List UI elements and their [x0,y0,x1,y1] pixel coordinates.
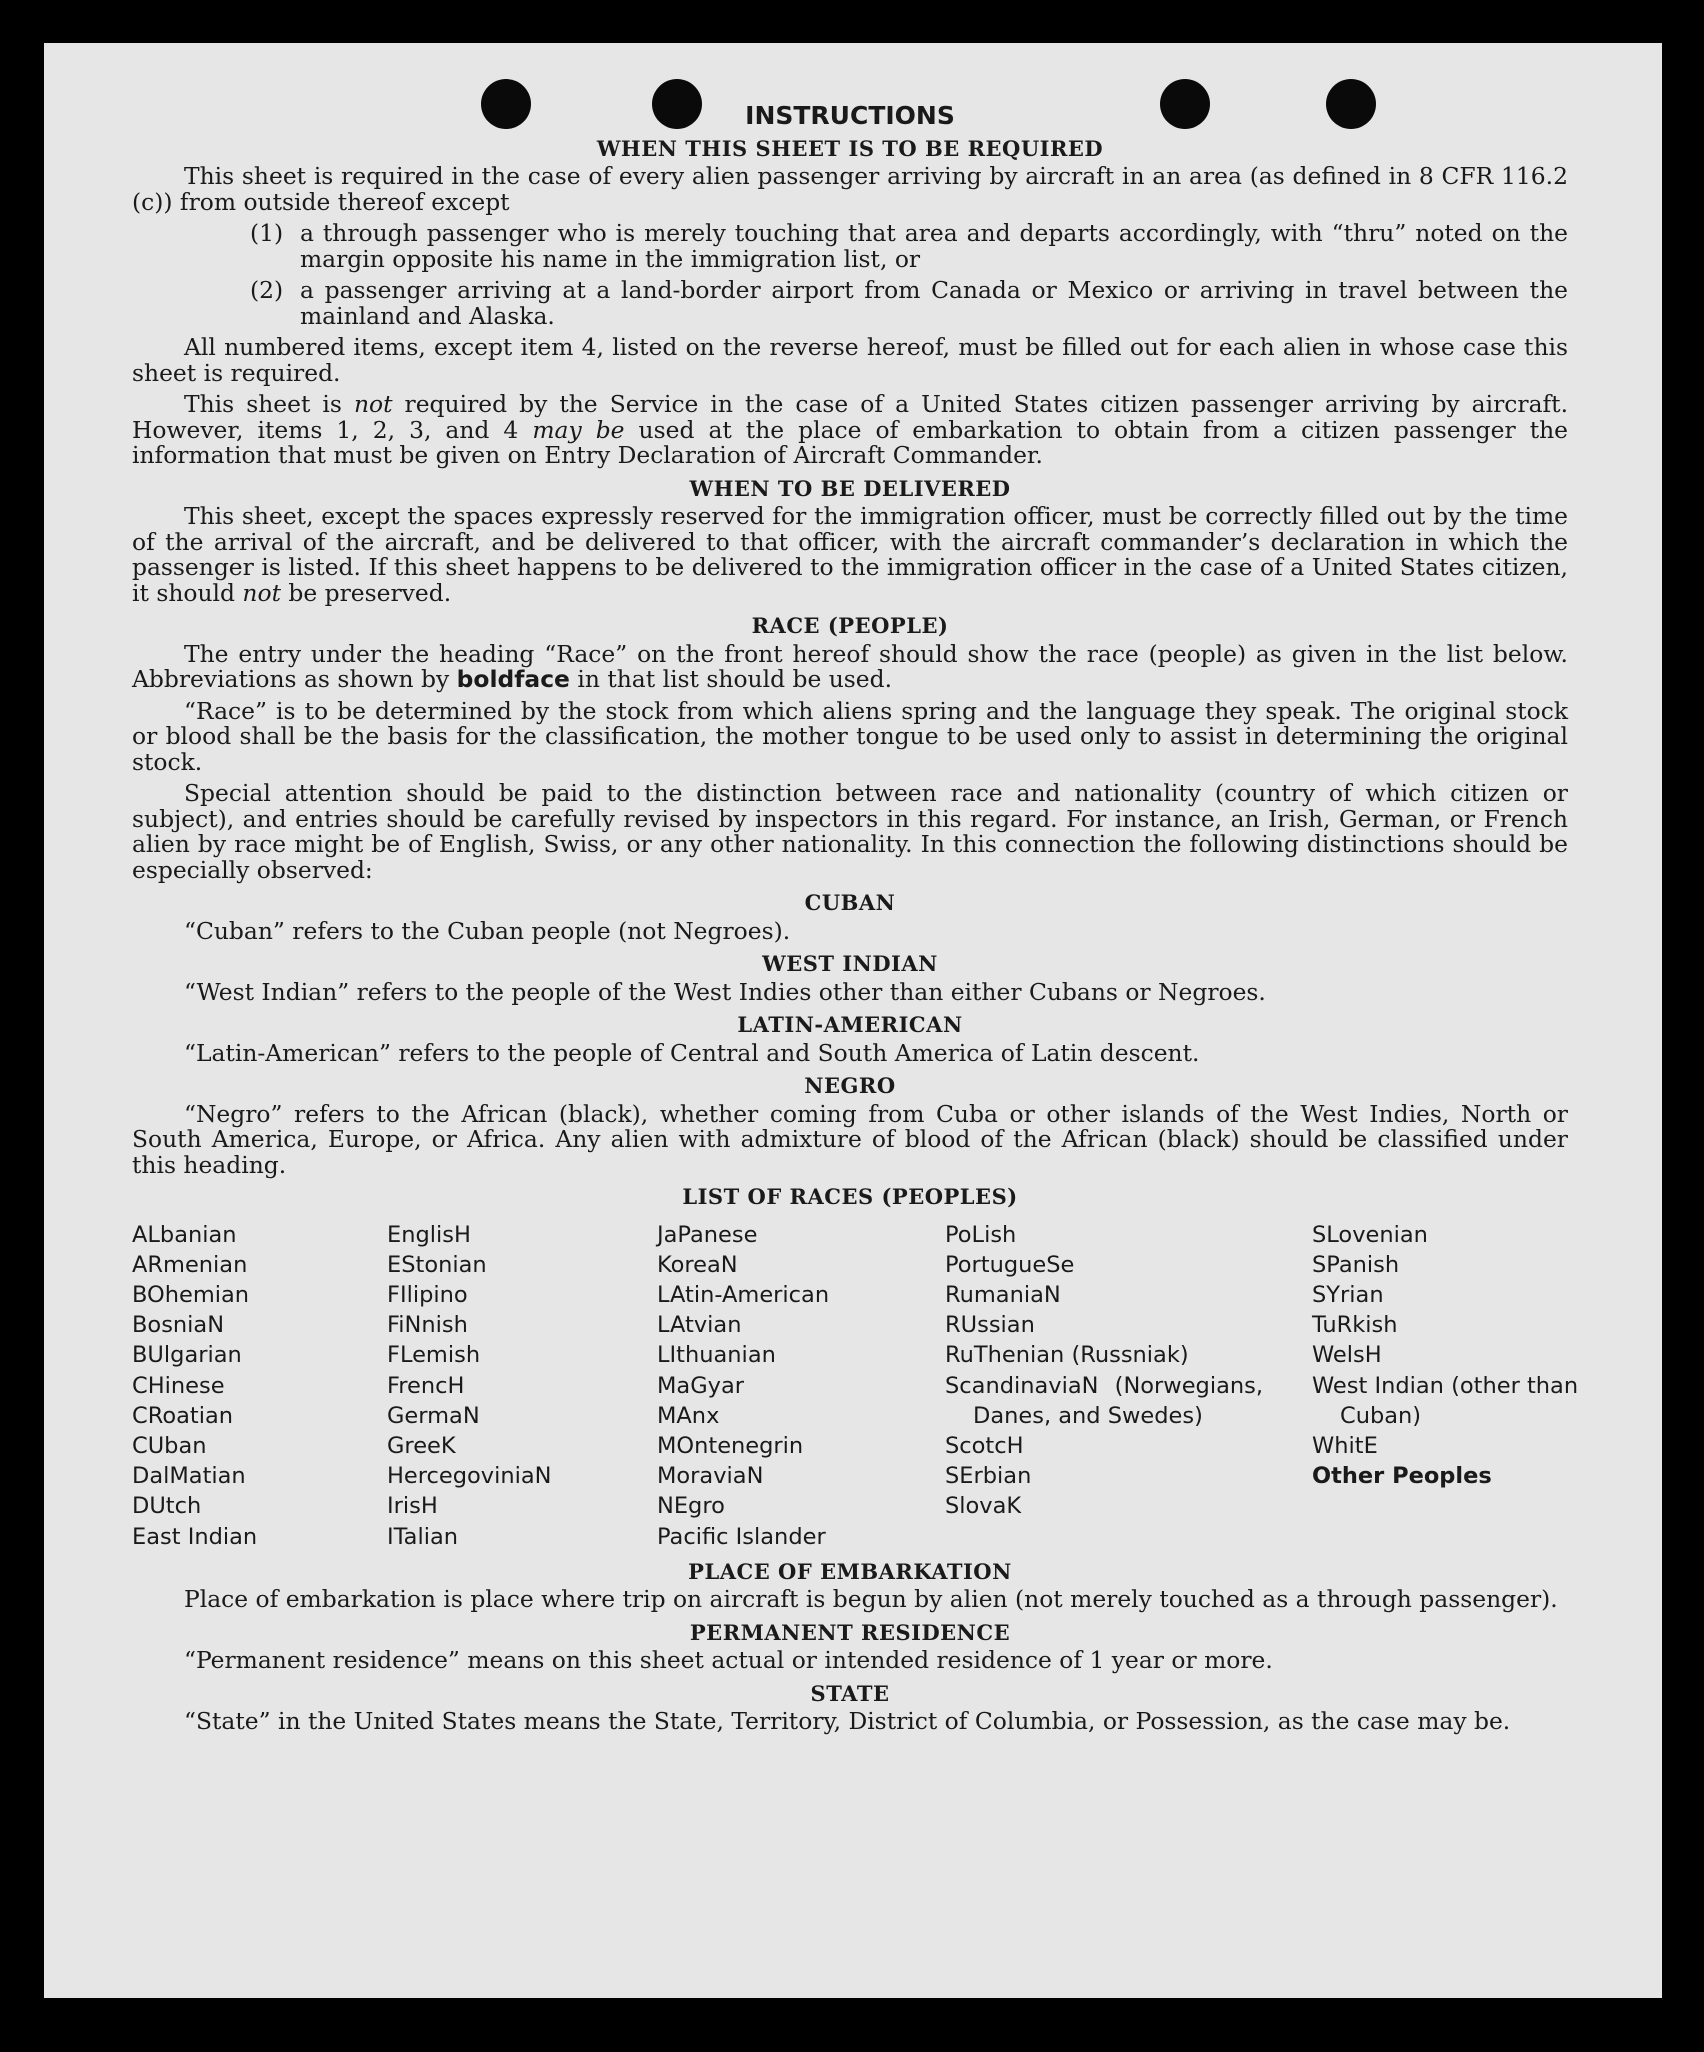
race-item: CRoatian [132,1402,234,1429]
race-item: Other Peoples [1312,1463,1492,1490]
race-item: DalMatian [132,1463,246,1490]
text-run: The entry under the heading “Race” on the front hereof should show the race (people) as given in the list below. Abbreviations as shown by [132,639,1568,693]
section-heading: WHEN TO BE DELIVERED [689,475,1011,501]
paragraph [132,639,1568,693]
emphasis: not [242,578,281,607]
race-item: MOntenegrin [657,1432,804,1459]
races-column [387,1220,657,1552]
definition-text: “Cuban” refers to the Cuban people (not Negroes). [184,916,791,945]
item-number: (1) [250,219,284,247]
race-item: KoreaN [657,1251,738,1278]
race-item: PoLish [945,1221,1017,1248]
race-item: MaGyar [657,1372,744,1399]
definition-text: “Latin-American” refers to the people of Central and South America of Latin descent. [184,1038,1200,1067]
race-item: FLemish [387,1342,481,1369]
races-column [945,1220,1312,1552]
page-content [132,101,1579,1741]
race-item: West Indian (other than Cuban) [1312,1372,1579,1429]
race-item: LAtvian [657,1312,742,1339]
races-column [657,1220,945,1552]
race-item: GreeK [387,1432,456,1459]
paragraph [132,504,1568,606]
definition-heading: LATIN-AMERICAN [737,1012,963,1037]
race-item: JaPanese [657,1221,758,1248]
page-title: INSTRUCTIONS [745,101,955,130]
paragraph: Special attention should be paid to the distinction between race and nationality (country of which citizen or subject), and entries should be carefully revised by inspectors in this regard. For instance, an Irish, German, or French alien by race might be of English, Swiss, or any other nationality. In this connection the following distinctions should be especially observed: [132,779,1568,884]
race-item: SPanish [1312,1251,1400,1278]
section-heading: RACE (PEOPLE) [751,613,949,638]
definition-heading: CUBAN [804,890,896,915]
definition-heading: NEGRO [804,1073,896,1098]
race-item: ScotcH [945,1432,1024,1459]
text-run: This sheet, except the spaces expressly reserved for the immigration officer, must be correctly filled out by the time of the arrival of the aircraft, and be delivered to that officer, with the aircraft commander’s declaration in which the passenger is listed. If this sheet happens to be delivered to the immigration officer in the case of a United States citizen, it should [132,502,1568,607]
race-item: East Indian [132,1523,258,1550]
race-item: HercegoviniaN [387,1463,552,1490]
list-item [250,278,1568,329]
race-item: IrisH [387,1493,438,1520]
race-item: RumaniaN [945,1281,1061,1308]
paragraph: This sheet is required in the case of every alien passenger arriving by aircraft in an area (as defined in 8 CFR 116.2 (c)) from outside thereof except [132,162,1568,216]
list-item [250,221,1568,272]
emphasis: may be [532,415,625,444]
race-item: EStonian [387,1251,487,1278]
section-heading: PERMANENT RESIDENCE [689,1619,1011,1645]
race-item: RuThenian (Russniak) [945,1342,1189,1369]
paragraph: “State” in the United States means the State, Territory, District of Columbia, or Possession, as the case may be. [184,1707,1511,1736]
emphasis: not [353,390,393,418]
paragraph [132,392,1568,469]
race-item: ARmenian [132,1251,248,1278]
race-item: WhitE [1312,1432,1378,1459]
race-item: EnglisH [387,1221,471,1248]
paragraph: “Race” is to be determined by the stock from which aliens spring and the language they speak. The original stock or blood shall be the basis for the classification, the mother tongue to be used only to assist in determining the original stock. [132,696,1568,776]
race-item: RUssian [945,1312,1035,1339]
race-item: BosniaN [132,1312,225,1339]
item-text: a through passenger who is merely touching that area and departs accordingly, with “thru” noted on the margin opposite his name in the immigration list, or [300,219,1568,273]
race-item: ScandinaviaN (Norwegians, Danes, and Swedes) [945,1372,1263,1429]
race-item: LIthuanian [657,1342,776,1369]
text-run: in that list should be used. [569,665,893,693]
race-item: MoraviaN [657,1463,764,1490]
race-item: GermaN [387,1402,480,1429]
race-item: SLovenian [1312,1221,1428,1248]
section-heading: STATE [810,1680,890,1706]
item-number: (2) [250,276,284,304]
definition-text: “Negro” refers to the African (black), whether coming from Cuba or other islands of the West Indies, North or South America, Europe, or Africa. Any alien with admixture of blood of the African (black) should be classified under this heading. [132,1099,1568,1179]
race-item: SErbian [945,1463,1032,1490]
race-item: ITalian [387,1523,458,1550]
races-column [132,1220,387,1552]
definition-heading: WEST INDIAN [762,951,938,976]
paragraph: All numbered items, except item 4, listed on the reverse hereof, must be filled out for each alien in whose case this sheet is required. [132,333,1568,387]
race-item: ALbanian [132,1221,237,1248]
item-text: a passenger arriving at a land-border airport from Canada or Mexico or arriving in travel between the mainland and Alaska. [300,276,1568,330]
definition-text: “West Indian” refers to the people of the West Indies other than either Cubans or Negroes. [184,977,1266,1006]
race-item: LAtin-American [657,1281,830,1308]
text-run: used at the place of embarkation to obtain from a citizen passenger the information that must be given on Entry Declaration of Aircraft Commander. [132,415,1568,469]
text-run: This sheet is [184,390,354,418]
race-item: Pacific Islander [657,1523,826,1550]
race-item: SYrian [1312,1281,1384,1308]
races-heading: LIST OF RACES (PEOPLES) [682,1184,1018,1209]
race-item: SlovaK [945,1493,1022,1520]
race-item: BUlgarian [132,1342,242,1369]
race-item: BOhemian [132,1281,250,1308]
race-item: DUtch [132,1493,202,1520]
race-item: NEgro [657,1493,725,1520]
text-run: be preserved. [280,578,452,607]
text-run: required by the Service in the case of a United States citizen passenger arriving by aircraft. However, items 1, 2, 3, and 4 [132,390,1569,444]
paragraph: Place of embarkation is place where trip on aircraft is begun by alien (not merely touched as a through passenger). [184,1585,1558,1614]
paragraph: “Permanent residence” means on this sheet actual or intended residence of 1 year or more. [184,1646,1273,1675]
races-list [132,1220,1579,1552]
race-item: FiNnish [387,1312,468,1339]
race-item: PortugueSe [945,1251,1075,1278]
section-heading: PLACE OF EMBARKATION [688,1558,1012,1584]
race-item: CHinese [132,1372,225,1399]
race-item: FIlipino [387,1281,468,1308]
race-item: CUban [132,1432,207,1459]
race-item: FrencH [387,1372,465,1399]
race-item: TuRkish [1312,1312,1398,1339]
race-item: MAnx [657,1402,720,1429]
race-item: WelsH [1312,1342,1382,1369]
section-heading: WHEN THIS SHEET IS TO BE REQUIRED [596,135,1104,161]
document-page [44,43,1662,1998]
bold-word: boldface [456,665,570,693]
races-column [1312,1220,1579,1552]
